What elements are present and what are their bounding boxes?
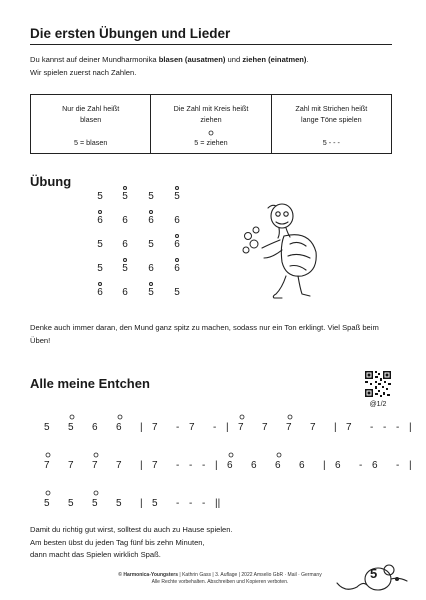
notation-table (30, 94, 392, 154)
song-note: | (226, 422, 229, 433)
table-example: 5 - - - (322, 138, 340, 147)
song-heading: Alle meine Entchen (30, 376, 150, 391)
song-note: | (140, 422, 143, 433)
song-note: 5 (44, 422, 50, 433)
table-cell-line: Nur die Zahl heißt (62, 104, 120, 113)
song-note: - (213, 422, 217, 433)
song-note: 7 (92, 460, 98, 471)
intro-blasen: blasen (ausatmen) (158, 55, 226, 64)
table-cell-line: Zahl mit Strichen heißt (295, 104, 368, 113)
table-cell-line: ziehen (200, 115, 222, 124)
exercise-note: 6 (148, 263, 154, 274)
draw-ring-icon (239, 414, 245, 420)
song-note: 7 (346, 422, 352, 433)
song-note: - (176, 498, 180, 509)
song-note: - (176, 460, 180, 471)
page-title: Die ersten Übungen und Lieder (30, 26, 231, 41)
turtle-illustration (232, 200, 328, 302)
song-note: 6 (116, 422, 122, 433)
song-note: 5 (68, 422, 74, 433)
draw-ring-icon (98, 282, 102, 286)
draw-ring-icon (149, 282, 153, 286)
song-note: 7 (44, 460, 50, 471)
song-note: 5 (68, 498, 74, 509)
song-note: 7 (262, 422, 268, 433)
page-number: 5 (370, 566, 378, 581)
song-note: - (359, 460, 363, 471)
draw-ring-icon (123, 258, 127, 262)
song-note: - (202, 460, 206, 471)
intro-part-1: Du kannst auf deiner Mundharmonika (30, 55, 159, 64)
exercise-note: 6 (122, 215, 128, 226)
draw-ring-icon (228, 452, 234, 458)
exercise-note: 5 (172, 186, 182, 202)
song-note: - (189, 460, 193, 471)
exercise-note: 6 (122, 239, 128, 250)
draw-ring-icon (276, 452, 282, 458)
song-note: 5 (152, 498, 158, 509)
exercise-note: 5 (120, 258, 130, 274)
table-cell-ziehen (151, 95, 271, 153)
table-example: 5 = ziehen (194, 138, 228, 147)
draw-ring-icon (149, 210, 153, 214)
exercise-note: 6 (174, 215, 180, 226)
draw-ring-icon (93, 490, 99, 496)
song-note: 7 (68, 460, 74, 471)
closing-line: Am besten übst du jeden Tag fünf bis zehn Minuten, (30, 537, 205, 547)
exercise-note: 5 (97, 239, 103, 250)
song-note: 7 (152, 422, 158, 433)
exercise-note: 5 (148, 191, 154, 202)
song-note: | (323, 460, 326, 471)
song-note: - (383, 422, 387, 433)
exercise-note: 6 (172, 234, 182, 250)
song-note: - (189, 498, 193, 509)
song-note: 5 (116, 498, 122, 509)
song-note: - (370, 422, 374, 433)
song-note: - (396, 422, 400, 433)
song-note: 7 (238, 422, 244, 433)
song-note: 5 (44, 498, 50, 509)
draw-ring-icon (123, 186, 127, 190)
song-note: 6 (227, 460, 233, 471)
song-line (0, 412, 426, 436)
song-note: | (140, 460, 143, 471)
reminder-text: Denke auch immer daran, den Mund ganz spitz zu machen, sodass nur ein Ton erklingt. Viel Spaß beim Üben! (30, 323, 379, 345)
exercise-note: 5 (97, 263, 103, 274)
table-cell-line: lange Töne spielen (301, 115, 362, 124)
intro-dot: . (306, 55, 309, 64)
draw-ring-icon (93, 452, 99, 458)
exercise-note: 5 (97, 191, 103, 202)
song-note: | (409, 422, 412, 433)
closing-text (30, 524, 330, 562)
exercise-note: 5 (174, 287, 180, 298)
exercise-note: 5 (120, 186, 130, 202)
song-note: - (176, 422, 180, 433)
intro-und: und (225, 55, 243, 64)
song-line (0, 450, 426, 474)
exercise-note: 6 (95, 282, 105, 298)
draw-ring-icon (69, 414, 75, 420)
draw-ring-icon (175, 186, 179, 190)
exercise-note: 5 (148, 239, 154, 250)
exercise-note: 6 (146, 210, 156, 226)
exercise-note: 5 (146, 282, 156, 298)
song-note: 7 (286, 422, 292, 433)
song-note: 6 (92, 422, 98, 433)
footer-line2: Alle Rechte vorbehalten. Abschreiben und Kopieren verboten. (151, 579, 289, 585)
song-note: - (396, 460, 400, 471)
song-note: 6 (275, 460, 281, 471)
closing-line: Damit du richtig gut wirst, solltest du auch zu Hause spielen. (30, 525, 233, 534)
song-note: 6 (251, 460, 257, 471)
song-note: - (202, 498, 206, 509)
song-note: 7 (189, 422, 195, 433)
table-cell-line: blasen (80, 115, 102, 124)
song-note: | (215, 460, 218, 471)
title-divider (30, 44, 392, 45)
draw-ring-icon (98, 210, 102, 214)
intro-part-2: Wir spielen zuerst nach Zahlen. (30, 67, 137, 77)
footer-line1: | Kathrin Gass | 3. Auflage | 2022 Amselio GbR · Mail · Germany (178, 572, 322, 578)
song-note: 5 (92, 498, 98, 509)
song-note: 7 (152, 460, 158, 471)
song-note: 6 (372, 460, 378, 471)
exercise-heading: Übung (30, 174, 72, 189)
song-note: | (409, 460, 412, 471)
draw-ring-icon (287, 414, 293, 420)
song-note: 6 (299, 460, 305, 471)
table-cell-blasen (31, 95, 151, 153)
footer-brand: © Harmonica-Youngsters (118, 572, 179, 578)
song-note: 7 (310, 422, 316, 433)
intro-ziehen: ziehen (einatmen) (242, 55, 307, 64)
draw-ring-icon (175, 258, 179, 262)
table-example: 5 = blasen (73, 138, 108, 147)
draw-ring-icon (45, 452, 51, 458)
draw-ring-icon (117, 414, 123, 420)
footer (70, 572, 370, 586)
qr-label: @1/2 (369, 401, 387, 408)
song-note: 6 (335, 460, 341, 471)
draw-ring-icon (45, 490, 51, 496)
song-note: | (140, 498, 143, 509)
qr-code-icon[interactable] (364, 370, 392, 398)
table-cell-line: Die Zahl mit Kreis heißt (173, 104, 249, 113)
song-note: | (334, 422, 337, 433)
song-note: 7 (116, 460, 122, 471)
song-note: || (215, 498, 221, 509)
draw-ring-icon (175, 234, 179, 238)
song-line (0, 488, 426, 512)
exercise-note: 6 (122, 287, 128, 298)
exercise-note: 6 (95, 210, 105, 226)
intro-text (30, 54, 392, 79)
draw-ring-icon (208, 130, 214, 136)
closing-line: dann macht das Spielen wirklich Spaß. (30, 550, 161, 559)
table-cell-lang (272, 95, 391, 153)
exercise-note: 6 (172, 258, 182, 274)
